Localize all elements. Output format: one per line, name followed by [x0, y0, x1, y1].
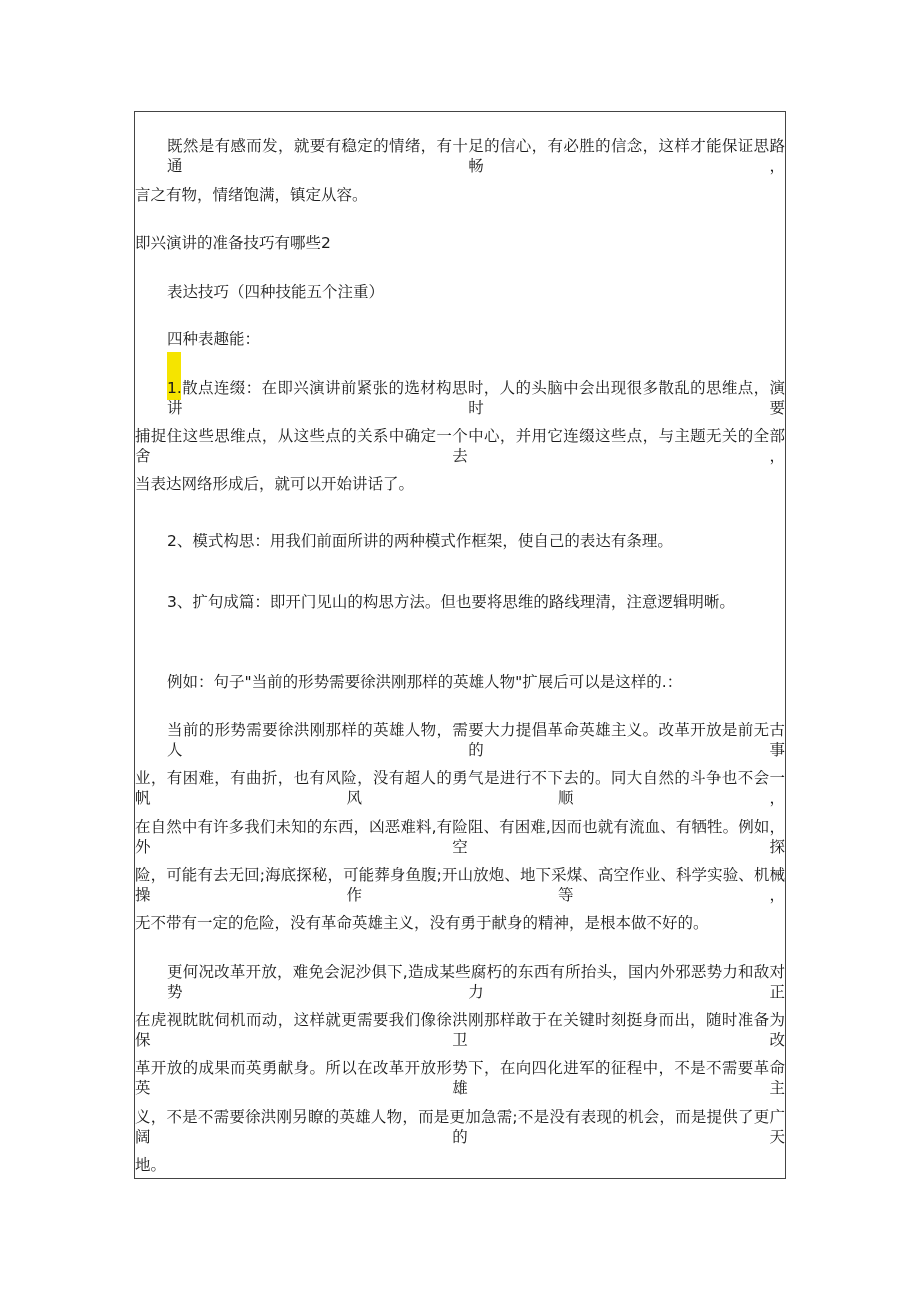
paragraph-line: 险，可能有去无回;海底探秘，可能葬身鱼腹;开山放炮、地下采煤、高空作业、科学实验、机械操作等， — [135, 866, 785, 904]
section-heading: 即兴演讲的准备技巧有哪些2 — [135, 234, 331, 252]
list-item-text: 散点连缀：在即兴演讲前紧张的选材构思时，人的头脑中会出现很多散乱的思维点，演讲时要 — [167, 379, 785, 417]
list-item-1-line — [135, 378, 785, 417]
list-intro: 四种表趣能： — [167, 330, 261, 348]
list-item-3: 3、扩句成篇：即开门见山的构思方法。但也要将思维的路线理清，注意逻辑明晰。 — [167, 593, 735, 611]
paragraph-line: 业，有困难，有曲折，也有风险，没有超人的勇气是进行不下去的。同大自然的斗争也不会一帆风顺， — [135, 769, 785, 807]
paragraph-line: 更何况改革开放，难免会泥沙俱下,造成某些腐朽的东西有所抬头，国内外邪恶势力和敌对势力正 — [167, 963, 785, 1001]
paragraph-line: 言之有物，情绪饱满，镇定从容。 — [135, 186, 368, 204]
subheading: 表达技巧（四种技能五个注重） — [167, 283, 385, 301]
paragraph-line: 无不带有一定的危险，没有革命英雄主义，没有勇于献身的精神，是根本做不好的。 — [135, 914, 709, 932]
example-intro: 例如：句子"当前的形势需要徐洪刚那样的英雄人物"扩展后可以是这样的.： — [167, 673, 683, 691]
paragraph-line: 既然是有感而发，就要有稳定的情绪，有十足的信心，有必胜的信念，这样才能保证思路通畅， — [167, 137, 785, 175]
list-item-1-line: 当表达网络形成后，就可以开始讲话了。 — [135, 475, 415, 493]
paragraph-line: 革开放的成果而英勇献身。所以在改革开放形势下，在向四化进军的征程中，不是不需要革命英雄主 — [135, 1059, 785, 1097]
list-item-number: 1. — [167, 379, 182, 397]
paragraph-line: 地。 — [135, 1156, 167, 1174]
list-item-1-line: 捕捉住这些思维点，从这些点的关系中确定一个中心，并用它连缀这些点，与主题无关的全部舍去， — [135, 427, 785, 465]
paragraph-line: 当前的形势需要徐洪刚那样的英雄人物，需要大力提倡革命英雄主义。改革开放是前无古人的事 — [167, 721, 785, 759]
paragraph-line: 在虎视眈眈伺机而动，这样就更需要我们像徐洪刚那样敢于在关键时刻挺身而出，随时准备为保卫改 — [135, 1011, 785, 1049]
list-item-2: 2、模式构思：用我们前面所讲的两种模式作框架，使自己的表达有条理。 — [167, 532, 673, 550]
paragraph-line: 义，不是不需要徐洪刚另瞭的英雄人物，而是更加急需;不是没有表现的机会，而是提供了更广阔的天 — [135, 1108, 785, 1146]
paragraph-line: 在自然中有许多我们未知的东西，凶恶难料,有险阻、有困难,因而也就有流血、有牺牲。例如，外空探 — [135, 818, 785, 856]
